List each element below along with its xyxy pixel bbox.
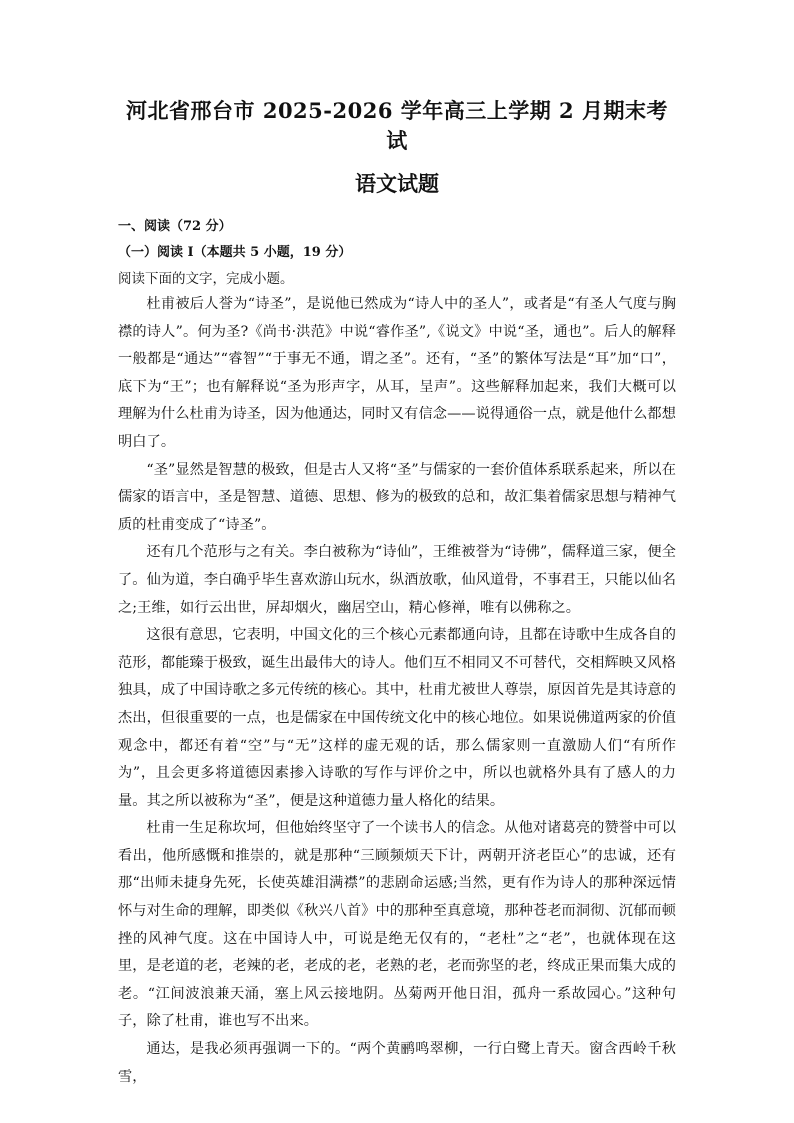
passage-paragraph-1: 杜甫被后人誉为“诗圣”，是说他已然成为“诗人中的圣人”，或者是“有圣人气度与胸襟的诗人”。何为圣?《尚书·洪范》中说“睿作圣”,《说文》中说“圣，通也”。后人的解释一般都是“通达”“睿智”“于事无不通，谓之圣”。还有，“圣”的繁体写法是“耳”加“口”，底下为“王”；也有解释说“圣为形声字，从耳，呈声”。这些解释加起来，我们大概可以理解为什么杜甫为诗圣，因为他通达，同时又有信念——说得通俗一点，就是他什么都想明白了。 (118, 296, 676, 450)
subsection-heading: （一）阅读 I（本题共 5 小题，19 分） (118, 245, 352, 260)
passage-paragraph-6: 通达，是我必须再强调一下的。“两个黄鹂鸣翠柳，一行白鹭上青天。窗含西岭千秋雪， (118, 1041, 676, 1085)
reading-instruction: 阅读下面的文字，完成小题。 (118, 271, 294, 287)
passage-paragraph-2: “圣”显然是智慧的极致，但是古人又将“圣”与儒家的一套价值体系联系起来，所以在儒家的语言中，圣是智慧、道德、思想、修为的极致的总和，故汇集着儒家思想与精神气质的杜甫变成了“诗圣”。 (118, 461, 676, 533)
passage-paragraph-3: 还有几个范形与之有关。李白被称为“诗仙”，王维被誉为“诗佛”，儒释道三家，便全了。仙为道，李白确乎毕生喜欢游山玩水，纵酒放歌，仙风道骨，不事君王，只能以仙名之;王维，如行云出世，屏却烟火，幽居空山，精心修禅，唯有以佛称之。 (118, 544, 676, 616)
exam-title: 河北省邢台市 2025-2026 学年高三上学期 2 月期末考试 (126, 98, 668, 153)
section-heading: 一、阅读（72 分） (118, 219, 232, 234)
reading-passage (118, 291, 676, 1091)
passage-paragraph-4: 这很有意思，它表明，中国文化的三个核心元素都通向诗，且都在诗歌中生成各自的范形，都能臻于极致，诞生出最伟大的诗人。他们互不相同又不可替代，交相辉映又风格独具，成了中国诗歌之多元传统的核心。其中，杜甫尤被世人尊崇，原因首先是其诗意的杰出，但很重要的一点，也是儒家在中国传统文化中的核心地位。如果说佛道两家的价值观念中，都还有着“空”与“无”这样的虚无观的话，那么儒家则一直激励人们“有所作为”，且会更多将道德因素掺入诗歌的写作与评价之中，所以也就格外具有了感人的力量。其之所以被称为“圣”，便是这种道德力量人格化的结果。 (118, 627, 676, 809)
passage-paragraph-5: 杜甫一生足称坎坷，但他始终坚守了一个读书人的信念。从他对诸葛亮的赞誉中可以看出，他所感慨和推崇的，就是那种“三顾频烦天下计，两朝开济老臣心”的忠诚，还有那“出师未捷身先死，长使英雄泪满襟”的悲剧命运感;当然，更有作为诗人的那种深远情怀与对生命的理解，即类似《秋兴八首》中的那种至真意境，那种苍老而洞彻、沉郁而顿挫的风神气度。这在中国诗人中，可说是绝无仅有的，“老杜”之“老”，也就体现在这里，是老道的老，老辣的老，老成的老，老熟的老，老而弥坚的老，终成正果而集大成的老。“江间波浪兼天涌，塞上风云接地阴。丛菊两开他日泪，孤舟一系故园心。”这种句子，除了杜甫，谁也写不出来。 (118, 820, 676, 1030)
exam-subtitle: 语文试题 (355, 171, 439, 196)
